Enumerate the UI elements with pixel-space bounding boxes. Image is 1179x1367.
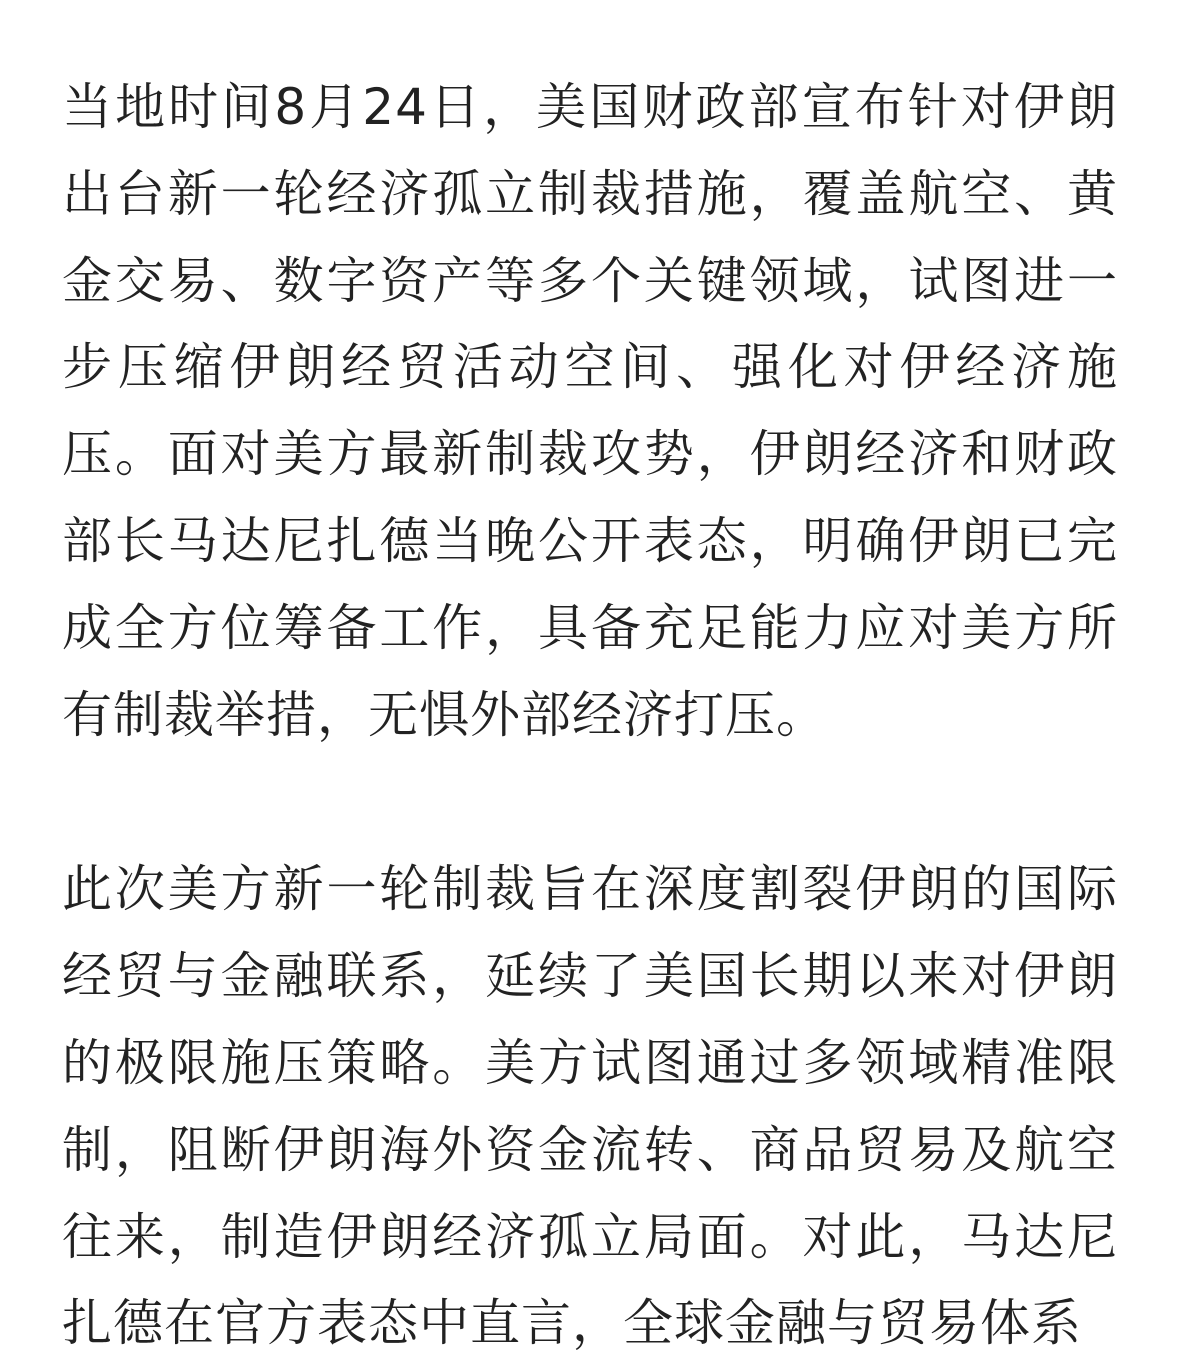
article-body: [62, 64, 1118, 1367]
article-paragraph-1: 当地时间8月24日，美国财政部宣布针对伊朗出台新一轮经济孤立制裁措施，覆盖航空、黄金交易、数字资产等多个关键领域，试图进一步压缩伊朗经贸活动空间、强化对伊经济施压。面对美方最新制裁攻势，伊朗经济和财政部长马达尼扎德当晚公开表态，明确伊朗已完成全方位筹备工作，具备充足能力应对美方所有制裁举措，无惧外部经济打压。: [62, 78, 1118, 744]
article-paragraph-2: 此次美方新一轮制裁旨在深度割裂伊朗的国际经贸与金融联系，延续了美国长期以来对伊朗的极限施压策略。美方试图通过多领域精准限制，阻断伊朗海外资金流转、商品贸易及航空往来，制造伊朗经济孤立局面。对此，马达尼扎德在官方表态中直言，全球金融与贸易体系: [62, 860, 1118, 1353]
